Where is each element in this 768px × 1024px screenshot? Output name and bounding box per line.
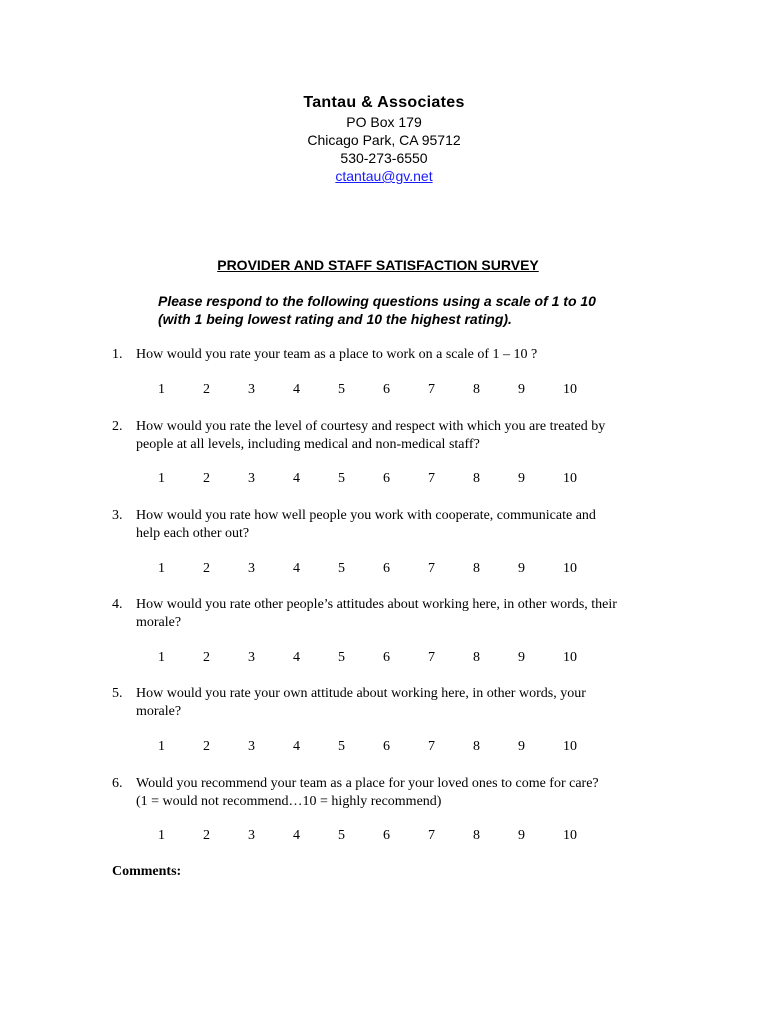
question-3: [112, 507, 672, 543]
rating-option-10[interactable]: 10: [563, 382, 577, 397]
rating-option-7[interactable]: 7: [428, 382, 435, 397]
rating-option-5[interactable]: 5: [338, 471, 345, 486]
rating-option-10[interactable]: 10: [563, 561, 577, 576]
phone-number: 530-273-6550: [340, 150, 428, 166]
rating-option-6[interactable]: 6: [383, 471, 390, 486]
question-text-line-2: help each other out?: [136, 526, 250, 541]
rating-option-10[interactable]: 10: [563, 471, 577, 486]
survey-title: PROVIDER AND STAFF SATISFACTION SURVEY: [217, 257, 539, 273]
rating-option-4[interactable]: 4: [293, 471, 300, 486]
rating-option-2[interactable]: 2: [203, 650, 210, 665]
question-number: 5.: [112, 686, 123, 701]
rating-option-9[interactable]: 9: [518, 828, 525, 843]
rating-option-1[interactable]: 1: [158, 739, 165, 754]
question-number: 3.: [112, 508, 123, 523]
rating-option-5[interactable]: 5: [338, 382, 345, 397]
rating-scale-4: [0, 649, 768, 667]
rating-option-2[interactable]: 2: [203, 382, 210, 397]
question-text-line-1: How would you rate your team as a place to work on a scale of 1 – 10 ?: [136, 347, 538, 362]
rating-option-3[interactable]: 3: [248, 471, 255, 486]
question-number: 1.: [112, 347, 123, 362]
address-line-2: Chicago Park, CA 95712: [307, 132, 461, 148]
rating-option-6[interactable]: 6: [383, 561, 390, 576]
question-1: [112, 346, 672, 364]
rating-scale-5: [0, 738, 768, 756]
rating-option-4[interactable]: 4: [293, 382, 300, 397]
rating-option-8[interactable]: 8: [473, 739, 480, 754]
rating-option-7[interactable]: 7: [428, 828, 435, 843]
email-link[interactable]: ctantau@gv.net: [335, 168, 433, 184]
question-text-line-1: Would you recommend your team as a place for your loved ones to come for care?: [136, 776, 599, 791]
rating-option-3[interactable]: 3: [248, 739, 255, 754]
rating-option-7[interactable]: 7: [428, 471, 435, 486]
rating-option-1[interactable]: 1: [158, 382, 165, 397]
rating-option-7[interactable]: 7: [428, 561, 435, 576]
instructions-line-1: Please respond to the following questions using a scale of 1 to 10: [158, 293, 596, 309]
letterhead: [0, 93, 768, 186]
rating-option-9[interactable]: 9: [518, 471, 525, 486]
rating-option-10[interactable]: 10: [563, 739, 577, 754]
rating-option-5[interactable]: 5: [338, 828, 345, 843]
rating-option-4[interactable]: 4: [293, 739, 300, 754]
question-2: [112, 418, 672, 454]
rating-option-8[interactable]: 8: [473, 650, 480, 665]
company-name: Tantau & Associates: [303, 94, 465, 111]
rating-option-2[interactable]: 2: [203, 828, 210, 843]
rating-option-6[interactable]: 6: [383, 828, 390, 843]
instructions-line-2: (with 1 being lowest rating and 10 the highest rating).: [158, 311, 512, 327]
rating-option-4[interactable]: 4: [293, 650, 300, 665]
question-number: 2.: [112, 419, 123, 434]
rating-scale-6: [0, 827, 768, 845]
rating-option-8[interactable]: 8: [473, 382, 480, 397]
question-text-line-1: How would you rate your own attitude about working here, in other words, your: [136, 686, 586, 701]
rating-option-10[interactable]: 10: [563, 828, 577, 843]
rating-option-4[interactable]: 4: [293, 828, 300, 843]
rating-option-7[interactable]: 7: [428, 650, 435, 665]
rating-scale-2: [0, 470, 768, 488]
question-6: [112, 775, 672, 811]
rating-scale-3: [0, 560, 768, 578]
rating-option-4[interactable]: 4: [293, 561, 300, 576]
question-4: [112, 596, 672, 632]
rating-option-1[interactable]: 1: [158, 650, 165, 665]
comments-label: Comments:: [112, 864, 182, 879]
question-number: 4.: [112, 597, 123, 612]
rating-scale-1: [0, 381, 768, 399]
rating-option-8[interactable]: 8: [473, 561, 480, 576]
rating-option-2[interactable]: 2: [203, 471, 210, 486]
rating-option-7[interactable]: 7: [428, 739, 435, 754]
rating-option-2[interactable]: 2: [203, 561, 210, 576]
question-text-line-2: morale?: [136, 704, 182, 719]
rating-option-3[interactable]: 3: [248, 561, 255, 576]
rating-option-10[interactable]: 10: [563, 650, 577, 665]
rating-option-1[interactable]: 1: [158, 471, 165, 486]
rating-option-1[interactable]: 1: [158, 561, 165, 576]
question-text-line-2: morale?: [136, 615, 182, 630]
rating-option-9[interactable]: 9: [518, 382, 525, 397]
rating-option-3[interactable]: 3: [248, 650, 255, 665]
rating-option-8[interactable]: 8: [473, 828, 480, 843]
instructions: [158, 292, 718, 328]
rating-option-5[interactable]: 5: [338, 739, 345, 754]
rating-option-9[interactable]: 9: [518, 739, 525, 754]
question-text-line-2: people at all levels, including medical and non-medical staff?: [136, 437, 480, 452]
rating-option-3[interactable]: 3: [248, 382, 255, 397]
question-text-line-2: (1 = would not recommend…10 = highly recommend): [136, 794, 442, 809]
rating-option-9[interactable]: 9: [518, 650, 525, 665]
question-5: [112, 685, 672, 721]
address-line-1: PO Box 179: [346, 114, 422, 130]
rating-option-5[interactable]: 5: [338, 561, 345, 576]
rating-option-9[interactable]: 9: [518, 561, 525, 576]
rating-option-3[interactable]: 3: [248, 828, 255, 843]
rating-option-1[interactable]: 1: [158, 828, 165, 843]
rating-option-6[interactable]: 6: [383, 382, 390, 397]
rating-option-6[interactable]: 6: [383, 739, 390, 754]
rating-option-5[interactable]: 5: [338, 650, 345, 665]
question-number: 6.: [112, 776, 123, 791]
question-text-line-1: How would you rate how well people you work with cooperate, communicate and: [136, 508, 596, 523]
rating-option-6[interactable]: 6: [383, 650, 390, 665]
question-text-line-1: How would you rate the level of courtesy and respect with which you are treated by: [136, 419, 606, 434]
rating-option-2[interactable]: 2: [203, 739, 210, 754]
rating-option-8[interactable]: 8: [473, 471, 480, 486]
question-text-line-1: How would you rate other people’s attitudes about working here, in other words, their: [136, 597, 617, 612]
